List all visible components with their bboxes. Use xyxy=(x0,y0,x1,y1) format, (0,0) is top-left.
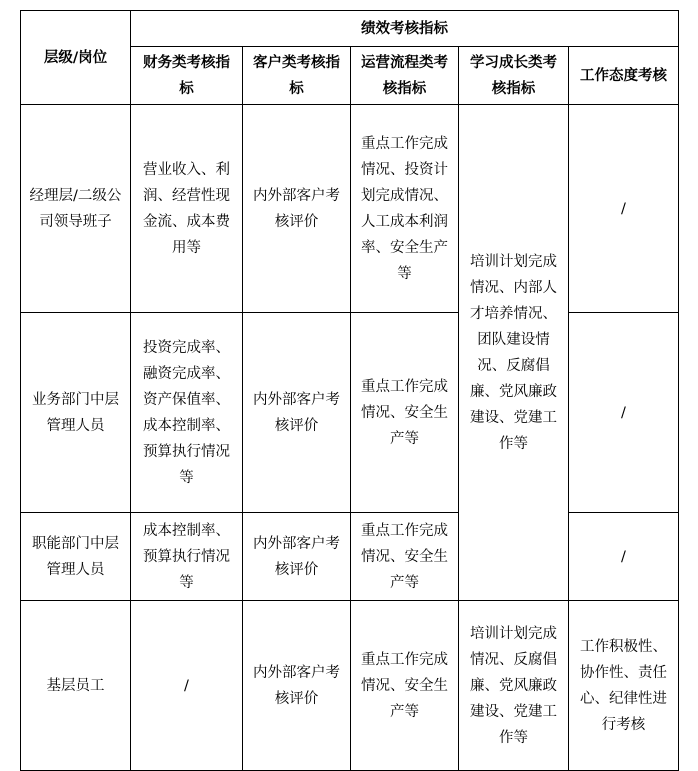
cell-finance: / xyxy=(131,601,243,771)
cell-growth-merged: 培训计划完成情况、内部人才培养情况、团队建设情况、反腐倡廉、党风廉政建设、党建工作等 xyxy=(459,105,569,601)
cell-operation: 重点工作完成情况、安全生产等 xyxy=(351,601,459,771)
header-indicator-group: 绩效考核指标 xyxy=(131,11,679,47)
table-row xyxy=(21,105,679,313)
cell-attitude: 工作积极性、协作性、责任心、纪律性进行考核 xyxy=(569,601,679,771)
cell-attitude: / xyxy=(569,105,679,313)
performance-indicator-table xyxy=(20,10,679,771)
cell-finance: 投资完成率、融资完成率、资产保值率、成本控制率、预算执行情况等 xyxy=(131,313,243,513)
cell-customer: 内外部客户考核评价 xyxy=(243,105,351,313)
header-level-position: 层级/岗位 xyxy=(21,11,131,105)
cell-level: 基层员工 xyxy=(21,601,131,771)
cell-operation: 重点工作完成情况、安全生产等 xyxy=(351,313,459,513)
header-growth: 学习成长类考核指标 xyxy=(459,47,569,105)
header-finance: 财务类考核指标 xyxy=(131,47,243,105)
header-attitude: 工作态度考核 xyxy=(569,47,679,105)
cell-customer: 内外部客户考核评价 xyxy=(243,601,351,771)
cell-finance: 营业收入、利润、经营性现金流、成本费用等 xyxy=(131,105,243,313)
cell-operation: 重点工作完成情况、安全生产等 xyxy=(351,513,459,601)
indicator-table-container xyxy=(20,10,679,771)
cell-level: 业务部门中层管理人员 xyxy=(21,313,131,513)
cell-customer: 内外部客户考核评价 xyxy=(243,313,351,513)
cell-level: 职能部门中层管理人员 xyxy=(21,513,131,601)
table-row xyxy=(21,601,679,771)
cell-attitude: / xyxy=(569,313,679,513)
table-row xyxy=(21,513,679,601)
cell-attitude: / xyxy=(569,513,679,601)
header-row-1 xyxy=(21,11,679,47)
cell-growth: 培训计划完成情况、反腐倡廉、党风廉政建设、党建工作等 xyxy=(459,601,569,771)
table-row xyxy=(21,313,679,513)
header-operation: 运营流程类考核指标 xyxy=(351,47,459,105)
header-customer: 客户类考核指标 xyxy=(243,47,351,105)
cell-operation: 重点工作完成情况、投资计划完成情况、人工成本利润率、安全生产等 xyxy=(351,105,459,313)
cell-customer: 内外部客户考核评价 xyxy=(243,513,351,601)
cell-level: 经理层/二级公司领导班子 xyxy=(21,105,131,313)
cell-finance: 成本控制率、预算执行情况等 xyxy=(131,513,243,601)
